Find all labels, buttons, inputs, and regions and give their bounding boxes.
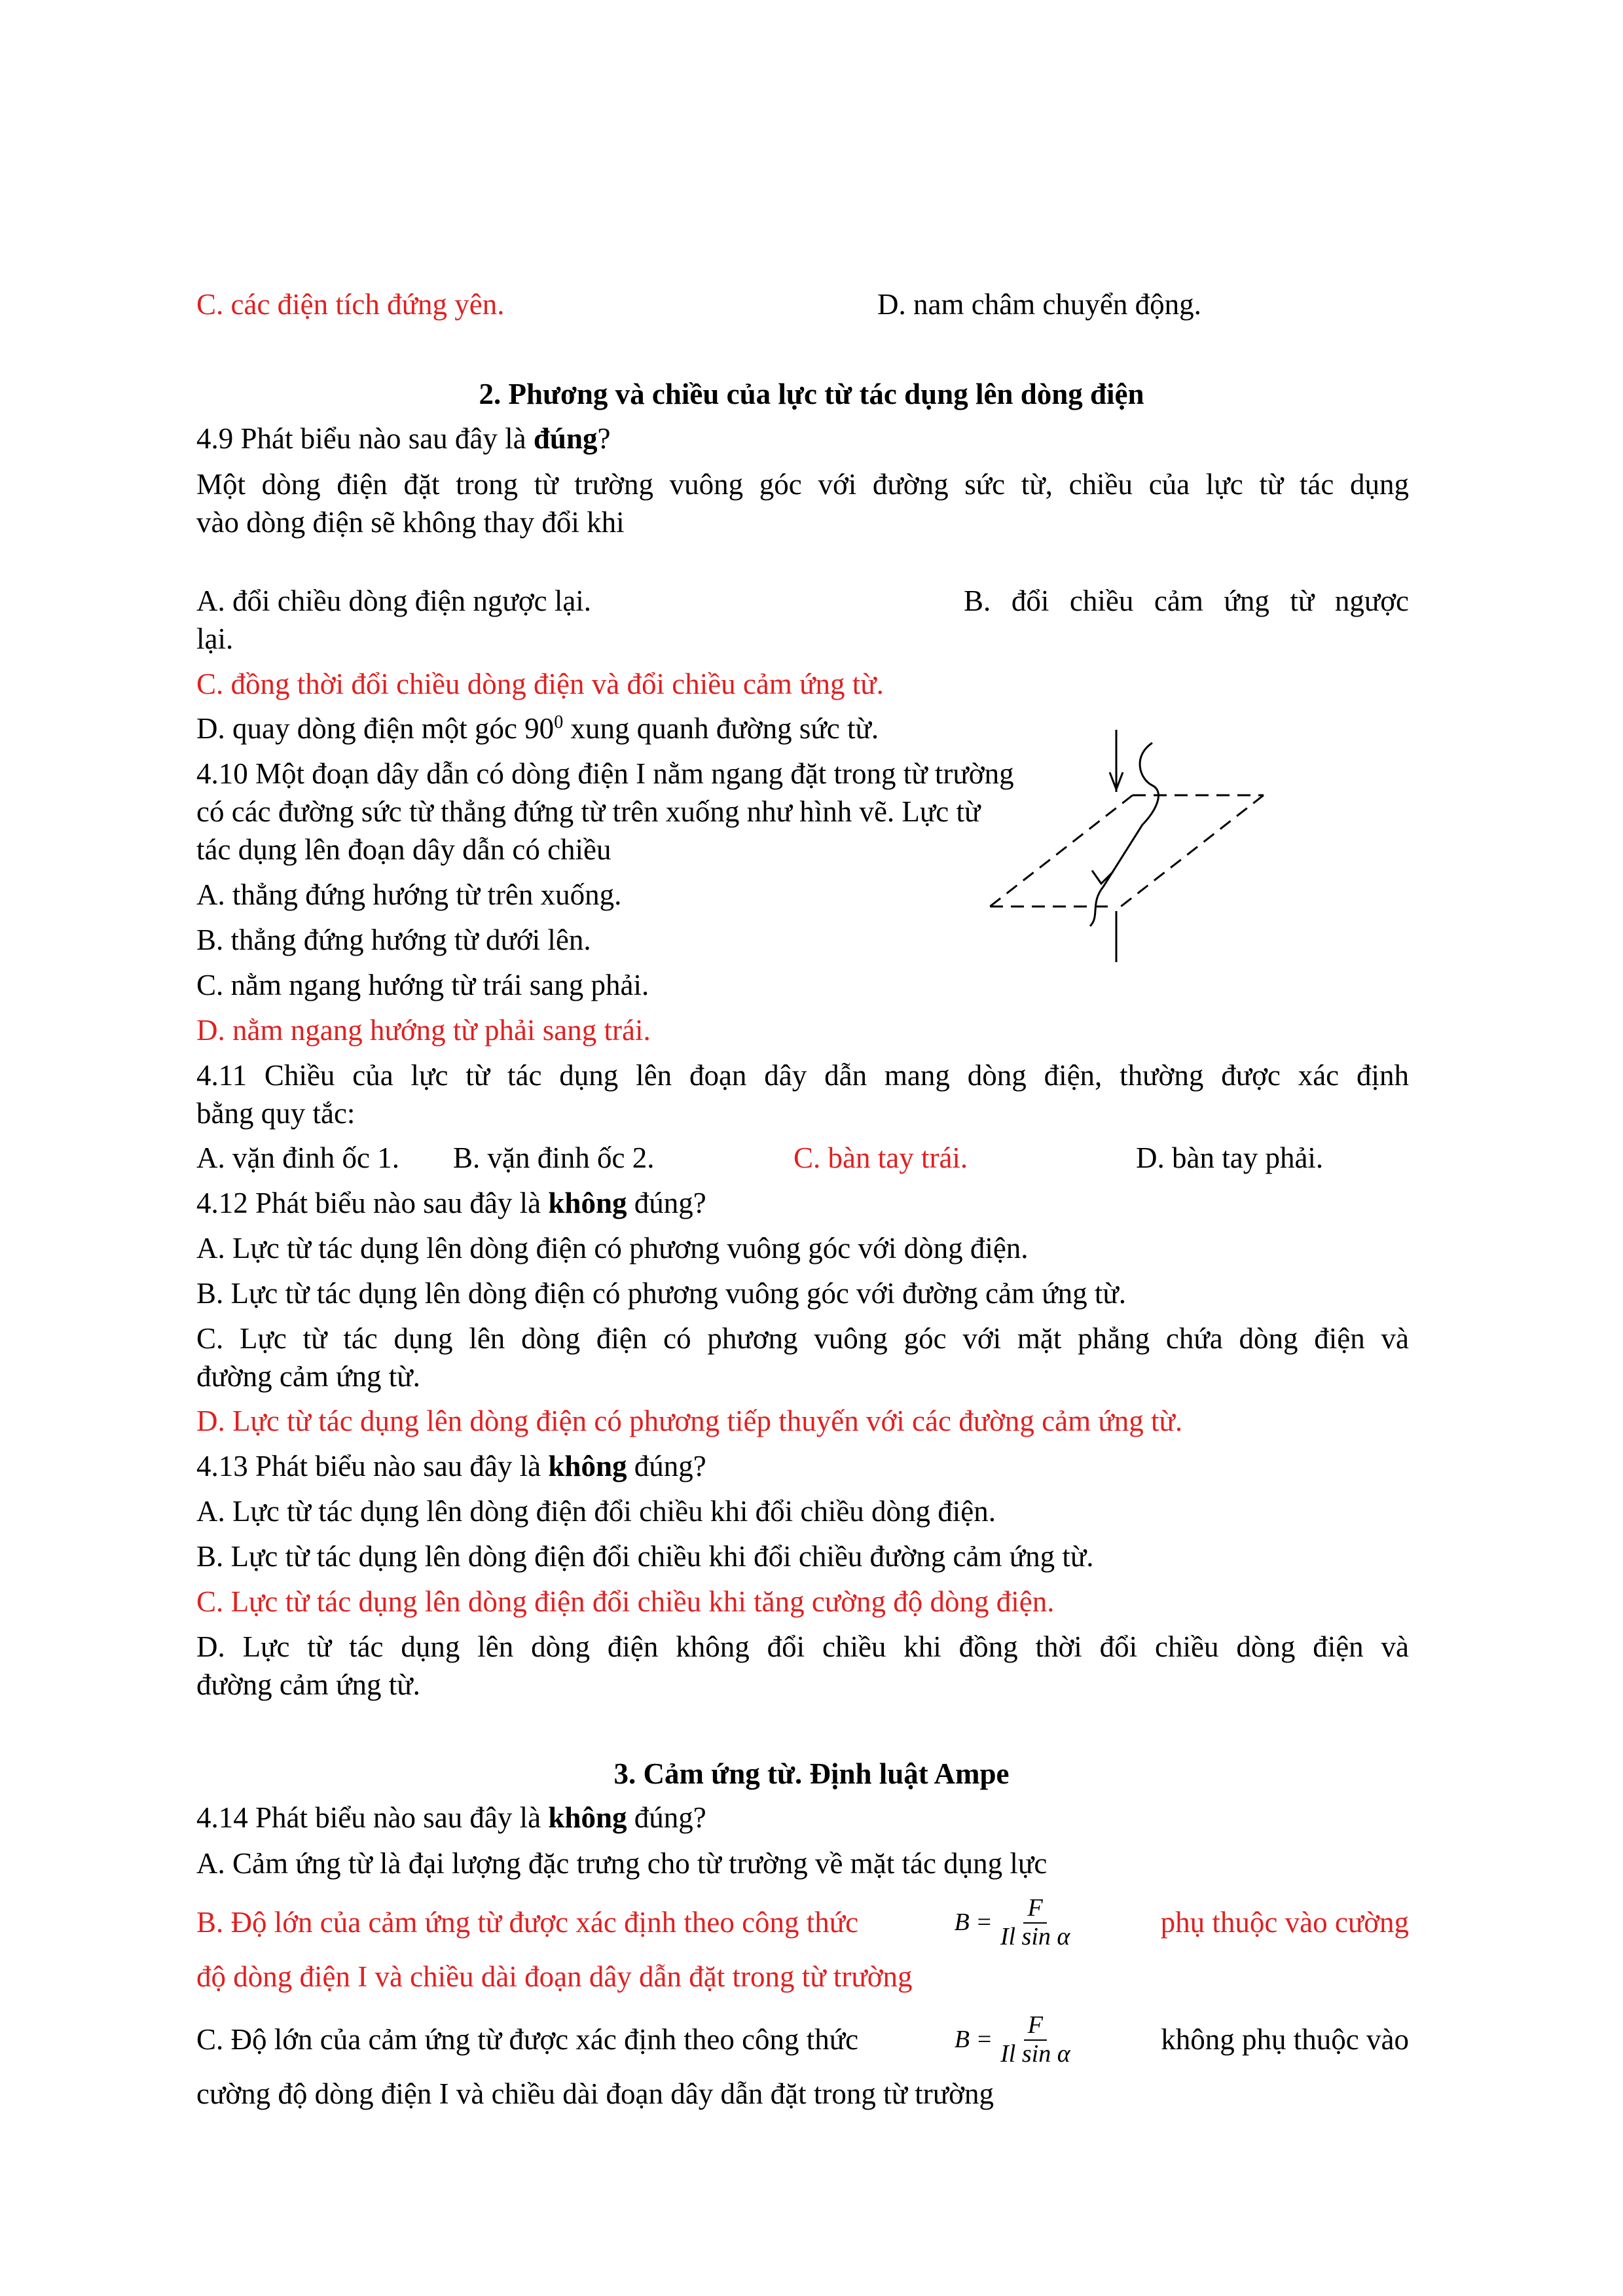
magnetic-field-figure [976, 726, 1277, 969]
q411-option-b: B. vặn đinh ốc 2. [453, 1141, 655, 1174]
q413-option-c: C. Lực từ tác dụng lên dòng điện đổi chiều khi tăng cường độ dòng điện. [196, 1585, 1055, 1618]
q49-option-d: D. quay dòng điện một góc $90^0$ xung quanh đường sức từ. [196, 712, 879, 745]
q411-text-line2: bằng quy tắc: [196, 1097, 356, 1130]
q411-text-line1: 4.11 Chiều của lực từ tác dụng lên đoạn dây dẫn mang dòng điện, thường được xác định [196, 1059, 1409, 1092]
q413-option-d: D. Lực từ tác dụng lên dòng điện không đổi chiều khi đồng thời đổi chiều dòng điện và [196, 1630, 1409, 1663]
q413-stem: 4.13 Phát biểu nào sau đây là không đúng? [196, 1450, 706, 1482]
q410-option-c: C. nằm ngang hướng từ trái sang phải. [196, 969, 649, 1001]
q412-option-c-cont: đường cảm ứng từ. [196, 1360, 420, 1393]
q414-option-c: C. Độ lớn của cảm ứng từ được xác định theo công thức B = $\frac{F}{\text{Il sin α}}$ không phụ thuộc vào [196, 2011, 1409, 2068]
q414-option-a: A. Cảm ứng từ là đại lượng đặc trưng cho từ trường về mặt tác dụng lực [196, 1847, 1048, 1880]
q412-stem: 4.12 Phát biểu nào sau đây là không đúng? [196, 1187, 706, 1219]
q413-option-b: B. Lực từ tác dụng lên dòng điện đổi chiều khi đổi chiều đường cảm ứng từ. [196, 1540, 1094, 1573]
formula-b: B = $\frac{F}{\text{Il sin α}}$ [954, 2011, 1070, 2068]
plane-left-edge [990, 795, 1133, 906]
plane-right-edge [1121, 795, 1264, 906]
q410-text-line1: 4.10 Một đoạn dây dẫn có dòng điện I nằm ngang đặt trong từ trường [196, 757, 1014, 790]
q414-option-c-cont: cường độ dòng điện I và chiều dài đoạn dây dẫn đặt trong từ trường [196, 2077, 994, 2110]
section-3-title: 3. Cảm ứng từ. Định luật Ampe [613, 1757, 1010, 1790]
q49-stem: 4.9 Phát biểu nào sau đây là đúng? [196, 422, 611, 455]
q49-option-b: B. đổi chiều cảm ứng từ ngược [964, 584, 1409, 617]
q414-option-b-cont: độ dòng điện I và chiều dài đoạn dây dẫn đặt trong từ trường [196, 1960, 913, 1993]
q413-option-d-cont: đường cảm ứng từ. [196, 1668, 420, 1701]
q411-option-a: A. vặn đinh ốc 1. [196, 1141, 399, 1174]
q410-text-line2: có các đường sức từ thẳng đứng từ trên xuống như hình vẽ. Lực từ [196, 795, 981, 828]
q48-option-d: D. nam châm chuyển động. [877, 288, 1201, 321]
q49-text-line2: vào dòng điện sẽ không thay đổi khi [196, 506, 625, 539]
q411-option-d: D. bàn tay phải. [1136, 1141, 1324, 1174]
q411-option-c: C. bàn tay trái. [793, 1141, 968, 1174]
q410-option-d: D. nằm ngang hướng từ phải sang trái. [196, 1014, 651, 1047]
q412-option-d: D. Lực từ tác dụng lên dòng điện có phương tiếp thuyến với các đường cảm ứng từ. [196, 1405, 1183, 1437]
q414-stem: 4.14 Phát biểu nào sau đây là không đúng? [196, 1801, 706, 1834]
current-wire [1090, 743, 1158, 926]
q48-option-c: C. các điện tích đứng yên. [196, 288, 505, 321]
q410-option-a: A. thẳng đứng hướng từ trên xuống. [196, 878, 622, 911]
q412-option-a: A. Lực từ tác dụng lên dòng điện có phương vuông góc với dòng điện. [196, 1232, 1029, 1265]
q412-option-c: C. Lực từ tác dụng lên dòng điện có phương vuông góc với mặt phẳng chứa dòng điện và [196, 1322, 1409, 1355]
q414-option-b: B. Độ lớn của cảm ứng từ được xác định theo công thức B = $\frac{F}{\text{Il sin α}}$ phụ thuộc vào cường [196, 1894, 1409, 1950]
q49-option-a: A. đổi chiều dòng điện ngược lại. [196, 584, 592, 617]
q410-text-line3: tác dụng lên đoạn dây dẫn có chiều [196, 833, 611, 866]
q49-option-c: C. đồng thời đổi chiều dòng điện và đổi chiều cảm ứng từ. [196, 668, 884, 700]
q49-option-b-cont: lại. [196, 622, 234, 655]
q49-text-line1: Một dòng điện đặt trong từ trường vuông góc với đường sức từ, chiều của lực từ tác dụng [196, 468, 1409, 501]
formula-b-red: B = $\frac{F}{\text{Il sin α}}$ [954, 1894, 1070, 1950]
section-2-title: 2. Phương và chiều của lực từ tác dụng lên dòng điện [479, 378, 1144, 410]
q413-option-a: A. Lực từ tác dụng lên dòng điện đổi chiều khi đổi chiều dòng điện. [196, 1495, 996, 1528]
q412-option-b: B. Lực từ tác dụng lên dòng điện có phương vuông góc với đường cảm ứng từ. [196, 1277, 1127, 1310]
q410-option-b: B. thẳng đứng hướng từ dưới lên. [196, 924, 591, 956]
